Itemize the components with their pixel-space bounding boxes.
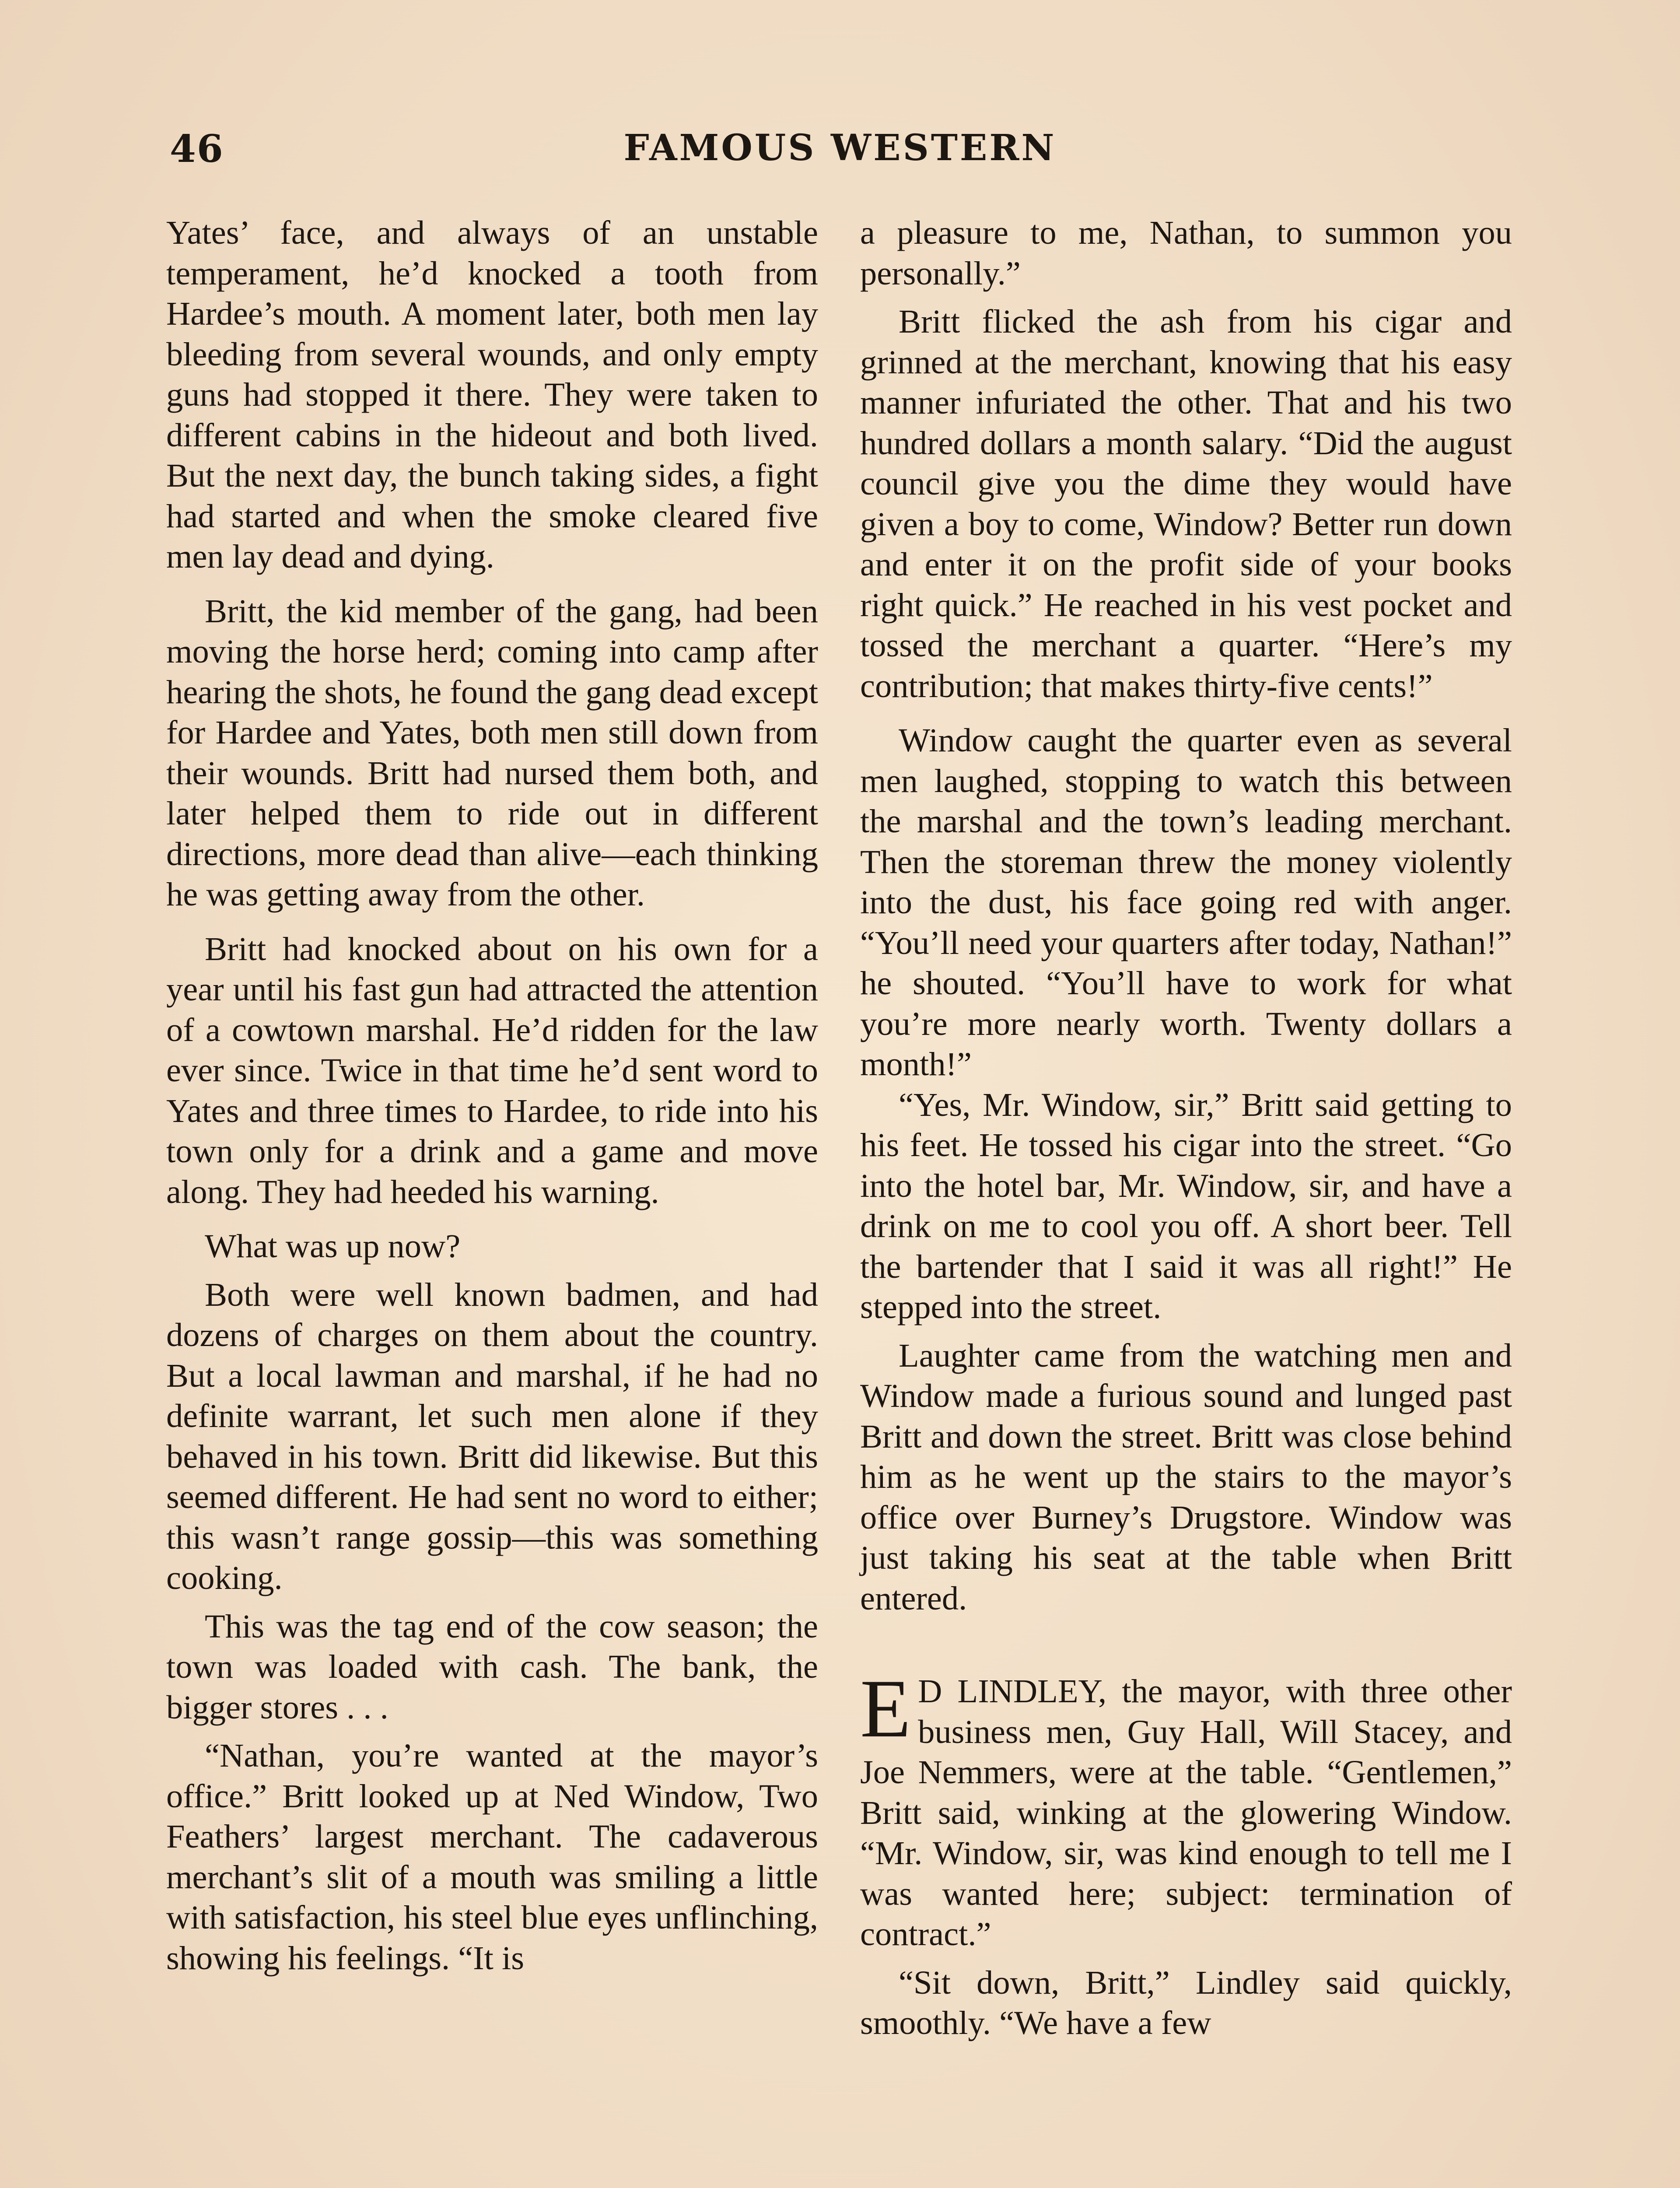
paragraph: Yates’ face, and always of an unstable temperament, he’d knocked a tooth from Hardee’s mouth. A moment later, both men lay bleeding from several wounds, and only empty guns had stopped it there. They were taken to different cabins in the hideout and both lived. But the next day, the bunch taking sides, a fight had started and when the smoke cleared five men lay dead and dying. bbox=[166, 214, 818, 575]
paragraph: What was up now? bbox=[205, 1227, 461, 1265]
paragraph: Both were well known badmen, and had dozens of charges on them about the country. But a local lawman and marshal, if he had no definite warrant, let such men alone if they behaved in his town. Britt did likewise. But this seemed different. He had sent no word to either; this wasn’t range gossip—this was something cooking. bbox=[166, 1276, 818, 1596]
paragraph: This was the tag end of the cow season; the town was loaded with cash. The bank, the bigger stores . . . bbox=[166, 1607, 818, 1726]
paragraph: “Yes, Mr. Window, sir,” Britt said getting to his feet. He tossed his cigar into the street. “Go into the hotel bar, Mr. Window, sir, and have a drink on me to cool you off. A short beer. Tell the bartender that I said it was all right!” He stepped into the street. bbox=[860, 1086, 1512, 1325]
paragraph: Britt flicked the ash from his cigar and grinned at the merchant, knowing that his easy manner infuriated the other. That and his two hundred dollars a month salary. “Did the august council give you the dime they would have given a boy to come, Window? Better run down and enter it on the profit side of your books right quick.” He reached in his vest pocket and tossed the merchant a quarter. “Here’s my contribution; that makes thirty-five cents!” bbox=[860, 303, 1512, 705]
running-title: FAMOUS WESTERN bbox=[623, 127, 1057, 169]
paragraph: a pleasure to me, Nathan, to summon you personally.” bbox=[860, 214, 1512, 292]
page-number: 46 bbox=[170, 127, 224, 171]
paragraph: Britt had knocked about on his own for a year until his fast gun had attracted the attention of a cowtown marshal. He’d ridden for the law ever since. Twice in that time he’d sent word to Yates and three times to Hardee, to ride into his town only for a drink and a game and move along. They had heeded his warning. bbox=[166, 930, 818, 1210]
drop-cap: E bbox=[860, 1663, 911, 1755]
paragraph: Laughter came from the watching men and Window made a furious sound and lunged past Britt and down the street. Britt was close behind him as he went up the stairs to the mayor’s office over Burney’s Drugstore. Window was just taking his seat at the table when Britt entered. bbox=[860, 1336, 1512, 1617]
section-opening-text: D LINDLEY, the mayor, with three other business men, Guy Hall, Will Stacey, and Joe Nemmers, were at the table. “Gentlemen,” Britt said, winking at the glowering Window. “Mr. Window, sir, was kind enough to tell me I was wanted here; subject: termination of contract.” bbox=[860, 1673, 1512, 1953]
paragraph: Window caught the quarter even as several men laughed, stopping to watch this between the marshal and the town’s leading merchant. Then the storeman threw the money violently into the dust, his face going red with anger. “You’ll need your quarters after today, Nathan!” he shouted. “You’ll have to work for what you’re more nearly worth. Twenty dollars a month!” bbox=[860, 722, 1512, 1083]
paragraph: “Sit down, Britt,” Lindley said quickly, smoothly. “We have a few bbox=[860, 1964, 1512, 2041]
left-column bbox=[166, 213, 818, 1978]
right-column bbox=[860, 213, 1512, 2044]
paragraph: “Nathan, you’re wanted at the mayor’s office.” Britt looked up at Ned Window, Two Feathers’ largest merchant. The cadaverous merchant’s slit of a mouth was smiling a little with satisfaction, his steel blue eyes unflinching, showing his feelings. “It is bbox=[166, 1737, 818, 1977]
page-header bbox=[170, 127, 1510, 175]
paragraph: Britt, the kid member of the gang, had been moving the horse herd; coming into camp after hearing the shots, he found the gang dead except for Hardee and Yates, both men still down from their wounds. Britt had nursed them both, and later helped them to ride out in different directions, more dead than alive—each thinking he was getting away from the other. bbox=[166, 592, 818, 913]
section-opening-paragraph bbox=[860, 1663, 1512, 1955]
